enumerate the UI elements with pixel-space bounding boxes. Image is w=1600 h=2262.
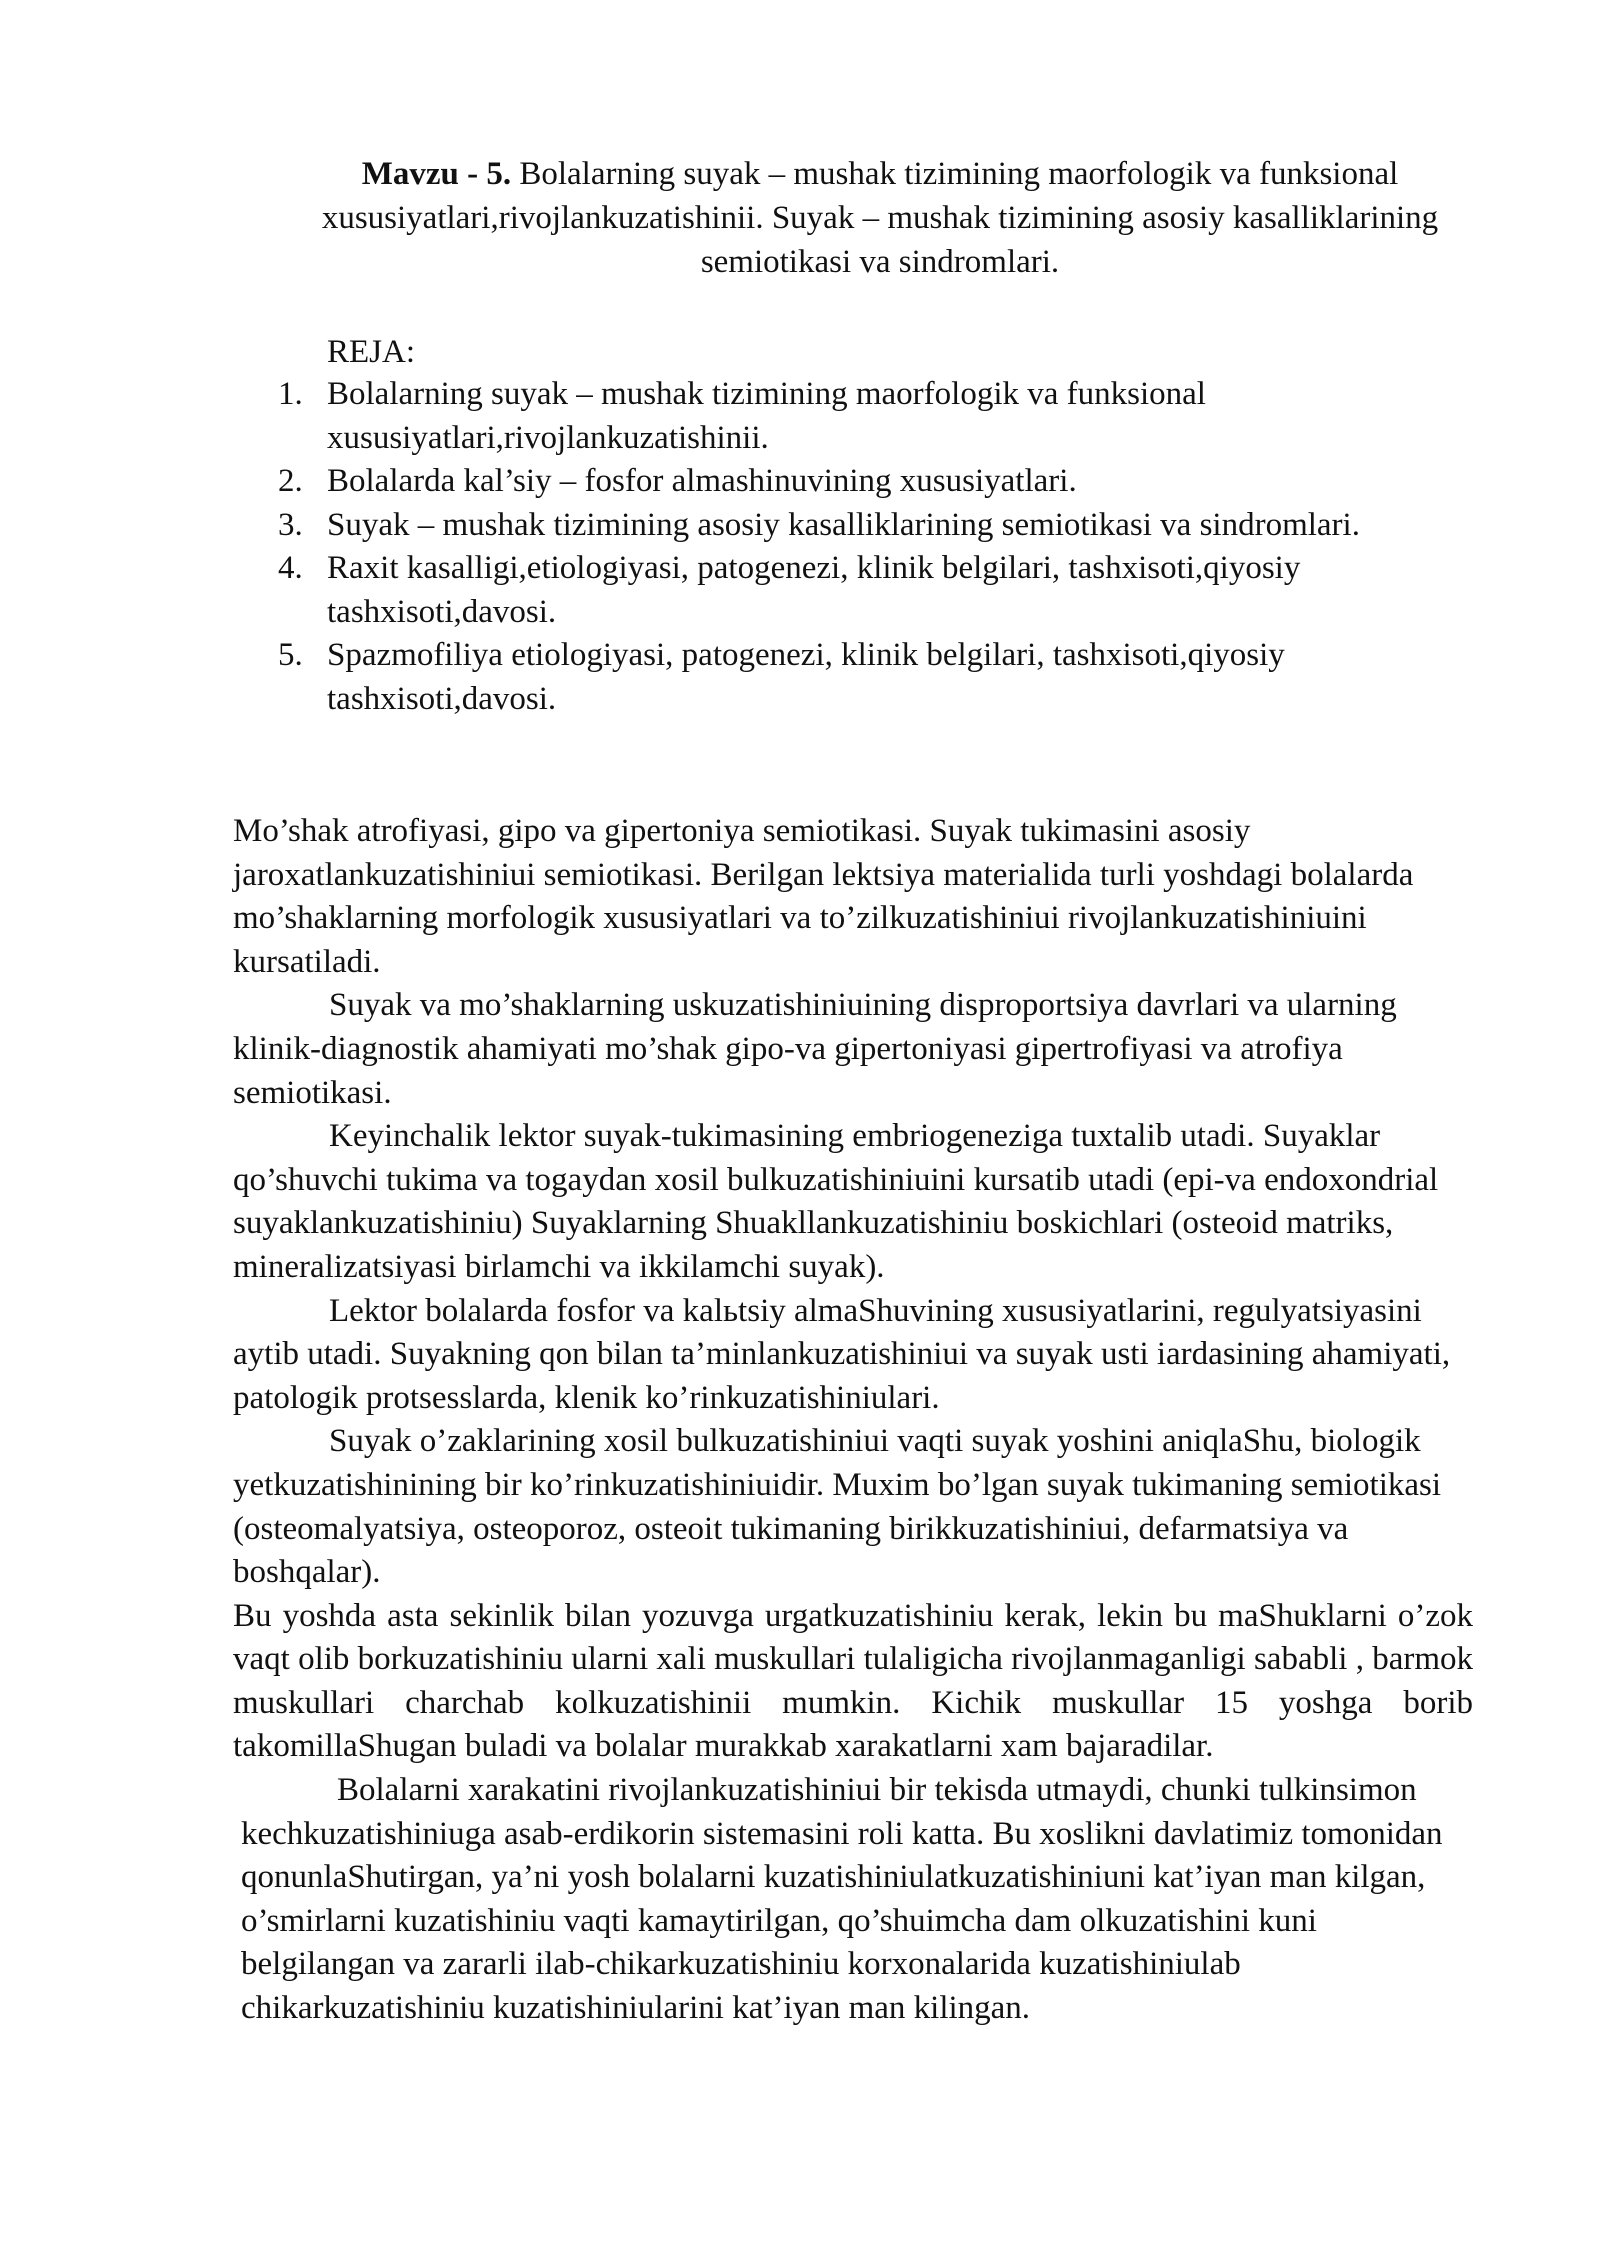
body-paragraph: Suyak o’zaklarining xosil bulkuzatishiniui vaqti suyak yoshini aniqlaShu, biologik yetkuzatishinining bir ko’rinkuzatishiniuidir. Muxim bo’lgan suyak tukimaning semiotikasi (osteomalyatsiya, osteoporoz, osteoit tukimaning birikkuzatishiniui, defarmatsiya va boshqalar). bbox=[233, 1423, 1442, 1591]
plan-item bbox=[278, 634, 1478, 721]
body-paragraph: Suyak va mo’shaklarning uskuzatishiniuining disproportsiya davrlari va ularning klinik-diagnostik ahamiyati mo’shak gipo-va gipertoniyasi gipertrofiyasi va atrofiya semiotikasi. bbox=[233, 987, 1397, 1111]
plan-item-text: Bolalarning suyak – mushak tizimining maorfologik va funksional xususiyatlari,rivojlankuzatishinii. bbox=[327, 376, 1206, 456]
body-paragraph: Keyinchalik lektor suyak-tukimasining embriogeneziga tuxtalib utadi. Suyaklar qo’shuvchi tukima va togaydan xosil bulkuzatishiniuini kursatib utadi (epi-va endoxondrial suyaklankuzatishiniu) Suyaklarning Shuakllankuzatishiniu boskichlari (osteoid matriks, mineralizatsiyasi birlamchi va ikkilamchi suyak). bbox=[233, 1118, 1439, 1285]
plan-item-number: 2. bbox=[278, 463, 303, 499]
plan-item-text: Spazmofiliya etiologiyasi, patogenezi, klinik belgilari, tashxisoti,qiyosiy tashxisoti,davosi. bbox=[327, 637, 1285, 717]
document-title bbox=[260, 152, 1500, 284]
plan-item bbox=[278, 547, 1478, 634]
body-paragraph: Bu yoshda asta sekinlik bilan yozuvga urgatkuzatishiniu kerak, lekin bu maShuklarni o’zok vaqt olib borkuzatishiniu ularni xali muskullari tulaligicha rivojlanmaganligi sababli , barmok muskullari charchab kolkuzatishinii mumkin. Kichik muskullar 15 yoshga borib takomillaShugan buladi va bolalar murakkab xarakatlarni xam bajaradilar. bbox=[233, 1597, 1473, 1765]
plan-item-text: Bolalarda kal’siy – fosfor almashinuvining xususiyatlari. bbox=[327, 463, 1077, 499]
plan-item-number: 5. bbox=[278, 637, 303, 673]
plan-item-number: 4. bbox=[278, 550, 303, 586]
plan-item-text: Raxit kasalligi,etiologiyasi, patogenezi, klinik belgilari, tashxisoti,qiyosiy tashxisoti,davosi. bbox=[327, 550, 1301, 630]
body-paragraph: Lektor bolalarda fosfor va kalьtsiy almaShuvining xususiyatlarini, regulyatsiyasini aytib utadi. Suyakning qon bilan ta’minlankuzatishiniui va suyak usti iardasining ahamiyati, patologik protsesslarda, klenik ko’rinkuzatishiniulari. bbox=[233, 1292, 1451, 1416]
title-text: Bolalarning suyak – mushak tizimining maorfologik va funksional xususiyatlari,rivojlankuzatishinii. Suyak – mushak tizimining asosiy kasalliklarining semiotikasi va sindromlari. bbox=[321, 156, 1439, 280]
plan-heading: REJA: bbox=[327, 334, 416, 370]
document-body bbox=[233, 810, 1473, 2031]
plan-item-number: 3. bbox=[278, 506, 303, 543]
plan-item bbox=[278, 504, 1478, 548]
plan-item-text: Suyak – mushak tizimining asosiy kasalliklarining semiotikasi va sindromlari. bbox=[327, 506, 1360, 543]
plan-item-number: 1. bbox=[278, 376, 303, 412]
plan-item bbox=[278, 373, 1478, 460]
plan-item bbox=[278, 460, 1478, 504]
body-paragraph: Mo’shak atrofiyasi, gipo va gipertoniya semiotikasi. Suyak tukimasini asosiy jaroxatlankuzatishiniui semiotikasi. Berilgan lektsiya materialida turli yoshdagi bolalarda mo’shaklarning morfologik xususiyatlari va to’zilkuzatishiniui rivojlankuzatishiniuini kursatiladi. bbox=[233, 813, 1414, 980]
plan-list bbox=[278, 373, 1478, 721]
title-topic-label: Mavzu - 5. bbox=[361, 156, 512, 192]
body-paragraph: Bolalarni xarakatini rivojlankuzatishiniui bir tekisda utmaydi, chunki tulkinsimon kechkuzatishiniuga asab-erdikorin sistemasini roli katta. Bu xoslikni davlatimiz tomonidan qonunlaShutirgan, ya’ni yosh bolalarni kuzatishiniulatkuzatishiniuni kat’iyan man kilgan, o’smirlarni kuzatishiniu vaqti kamaytirilgan, qo’shuimcha dam olkuzatishini kuni belgilangan va zararli ilab-chikarkuzatishiniu korxonalarida kuzatishiniulab chikarkuzatishiniu kuzatishiniularini kat’iyan man kilingan. bbox=[241, 1772, 1443, 2027]
